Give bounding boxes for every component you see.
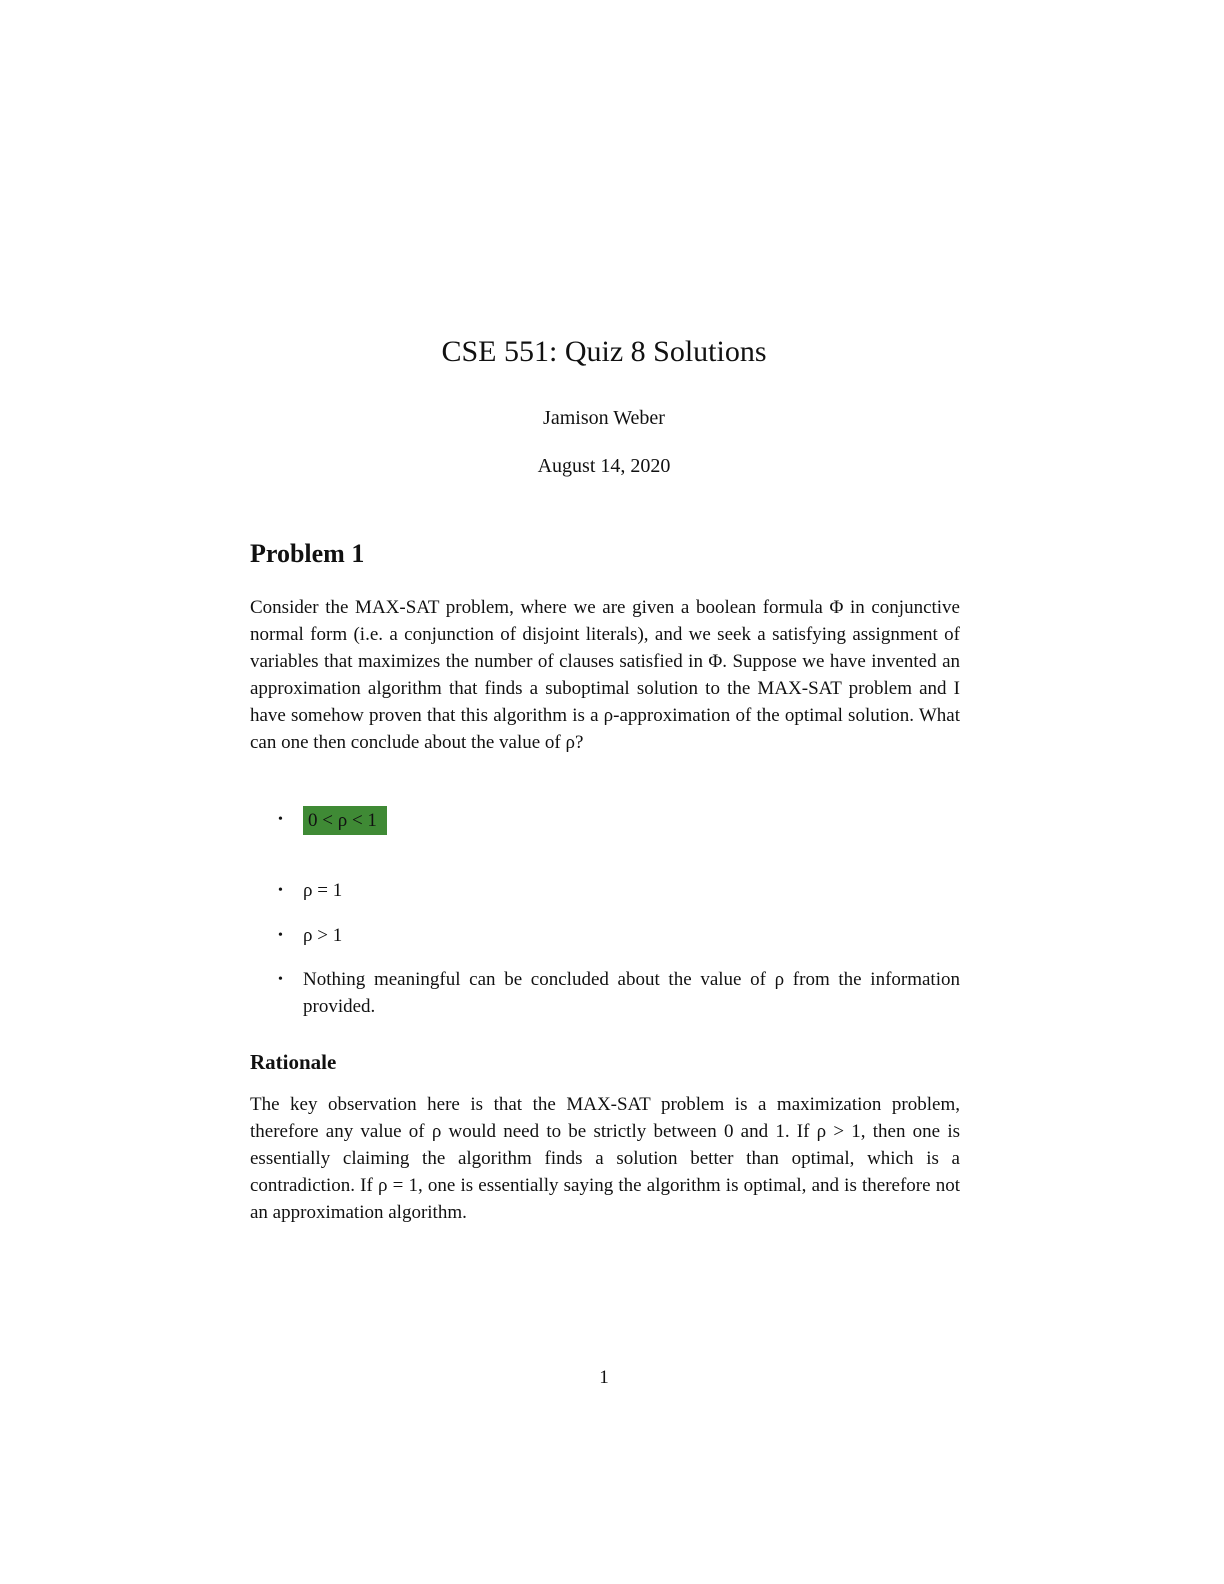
selected-answer-highlight: 0 < ρ < 1 (303, 806, 387, 835)
rationale-heading: Rationale (250, 1050, 337, 1074)
option-label: Nothing meaningful can be concluded about the value of ρ from the information provided. (303, 969, 960, 1017)
rationale-text: The key observation here is that the MAX-SAT problem is a maximization problem, therefore any value of ρ would need to be strictly between 0 and 1. If ρ > 1, then one is essentially claiming the algorithm finds a solution better than optimal, which is a contradiction. If ρ = 1, one is essentially saying the algorithm is optimal, and is therefore not an approximation algorithm. (250, 1094, 960, 1223)
document-date: August 14, 2020 (537, 455, 671, 477)
bullet-icon: • (278, 928, 283, 943)
problem-question: Consider the MAX-SAT problem, where we are given a boolean formula Φ in conjunctive normal form (i.e. a conjunction of disjoint literals), and we seek a satisfying assignment of variables that maximizes the number of clauses satisfied in Φ. Suppose we have invented an approximation algorithm that finds a suboptimal solution to the MAX-SAT problem and I have somehow proven that this algorithm is a ρ-approximation of the optimal solution. What can one then conclude about the value of ρ? (250, 597, 960, 753)
bullet-icon: • (278, 883, 283, 898)
option-label: ρ = 1 (303, 880, 343, 901)
option-label: ρ > 1 (303, 925, 343, 946)
bullet-icon: • (278, 972, 283, 987)
page-number: 1 (599, 1367, 609, 1388)
document-title: CSE 551: Quiz 8 Solutions (441, 335, 767, 368)
bullet-icon: • (278, 812, 283, 827)
document-author: Jamison Weber (543, 407, 665, 429)
problem-heading: Problem 1 (250, 539, 365, 568)
